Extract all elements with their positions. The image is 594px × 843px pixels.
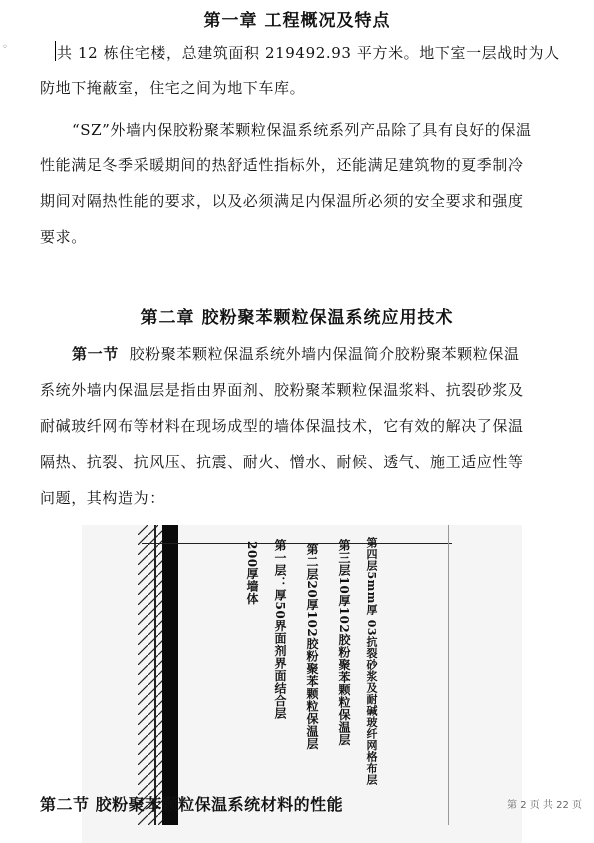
right-border-line bbox=[448, 525, 449, 825]
text-cursor bbox=[55, 41, 56, 61]
horizontal-top-line bbox=[142, 543, 452, 544]
section1-line-3: 耐碱玻纤网布等材料在现场成型的墙体保温技术，它有效的解决了保温 bbox=[40, 417, 524, 435]
section1-line-4: 隔热、抗裂、抗风压、抗震、耐火、憎水、耐候、透气、施工适应性等 bbox=[40, 453, 524, 471]
para2-line-1: “SZ”外墙内保胶粉聚苯颗粒保温系统系列产品除了具有良好的保温 bbox=[72, 121, 532, 139]
wall-face-line bbox=[154, 525, 156, 825]
section1-line-5: 问题，其构造为： bbox=[40, 489, 165, 507]
diagram-label-layer-1: 第一层：厚50界面剂界面结合层 bbox=[273, 539, 287, 720]
paragraph-mark-icon: ◦ bbox=[2, 42, 8, 53]
chapter-1-title: 第一章 工程概况及特点 bbox=[203, 11, 391, 31]
black-interface-band bbox=[162, 525, 178, 825]
wall-hatch bbox=[138, 525, 162, 825]
diagram-label-layer-4: 第四层5mm厚 03抗裂砂浆及耐碱玻纤网格布层 bbox=[365, 537, 378, 786]
section1-line-2: 系统外墙内保温层是指由界面剂、胶粉聚苯颗粒保温浆料、抗裂砂浆及 bbox=[40, 381, 524, 399]
para2-line-3: 期间对隔热性能的要求，以及必须满足内保温所必须的安全要求和强度 bbox=[40, 192, 524, 210]
para2-line-4: 要求。 bbox=[40, 228, 87, 246]
diagram-label-layer-2: 第二层20厚102胶粉聚苯颗粒保温层 bbox=[305, 543, 319, 750]
section1-line-1 bbox=[72, 343, 520, 364]
page-number-footer: 第 2 页 共 22 页 bbox=[507, 800, 582, 811]
section-2-title: 第二节 胶粉聚苯颗粒保温系统材料的性能 bbox=[40, 795, 344, 814]
section1-label: 第一节 bbox=[72, 345, 119, 363]
diagram-label-wall: 200厚墙体 bbox=[245, 541, 259, 606]
para2-line-2: 性能满足冬季采暖期间的热舒适性指标外，还能满足建筑物的夏季制冷 bbox=[40, 156, 524, 174]
section1-line-1-text: 胶粉聚苯颗粒保温系统外墙内保温简介胶粉聚苯颗粒保温 bbox=[129, 345, 520, 363]
para1-line-2: 防地下掩蔽室，住宅之间为地下车库。 bbox=[40, 79, 306, 97]
para1-line-1: 共 12 栋住宅楼，总建筑面积 219492.93 平方米。地下室一层战时为人 bbox=[57, 44, 560, 62]
diagram-label-layer-3: 第三层10厚102胶粉聚苯颗粒保温层 bbox=[337, 539, 351, 746]
chapter-2-title: 第二章 胶粉聚苯颗粒保温系统应用技术 bbox=[140, 308, 454, 328]
